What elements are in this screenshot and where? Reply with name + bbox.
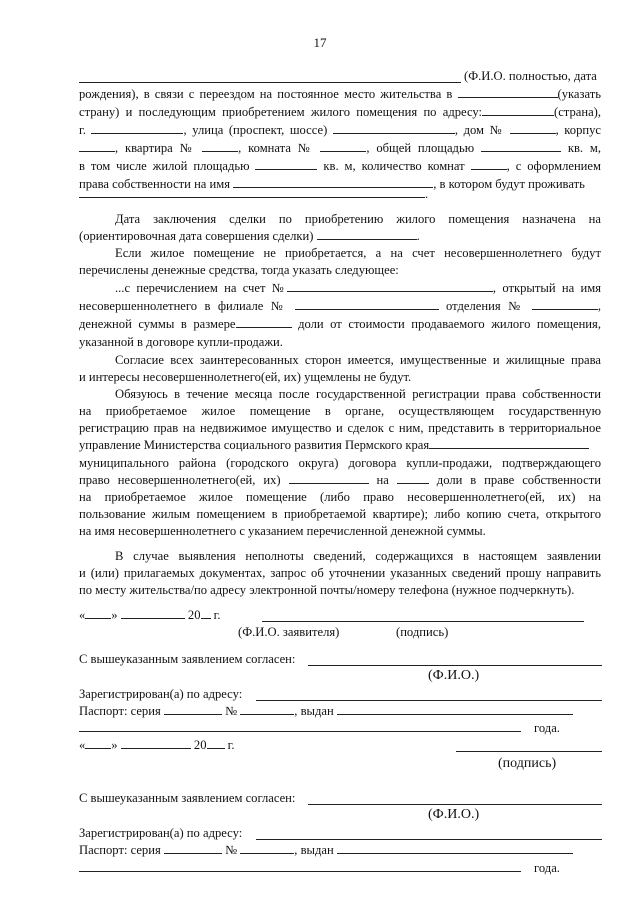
oblige-line-7: на приобретаемое жилое помещение (либо право несовершеннолетнего(ей, их) на [79, 490, 601, 504]
registered-label-2: Зарегистрирован(а) по адресу: [79, 826, 243, 840]
agree-date-1: « » 20 г. [79, 738, 235, 752]
transfer-line-5: денежной суммы в размере доли от стоимости продаваемого жилого помещения, [79, 317, 601, 331]
oblige-line-2: на приобретаемое жилое помещение в органе, осуществляющем государственную [79, 404, 601, 418]
passport-line-2: Паспорт: серия № , выдан [79, 842, 601, 858]
year-label-2: года. [534, 861, 560, 875]
intro-line-6: в том числе жилой площадью кв. м, количество комнат , с оформлением [79, 159, 601, 173]
oblige-line-8: пользование жилым помещением в приобретаемой квартире); либо копию счета, открытого [79, 507, 601, 521]
street-blank [333, 122, 455, 134]
registered-label-1: Зарегистрирован(а) по адресу: [79, 687, 243, 701]
agree-year-blank [207, 737, 225, 749]
passport-number-blank-2 [240, 842, 294, 854]
city-blank [91, 122, 183, 134]
transfer-line-1: Если жилое помещение не приобретается, а на счет несовершеннолетнего будут [115, 246, 601, 260]
agree-name-line-2 [308, 804, 602, 805]
consent-line-2: и интересы несовершеннолетнего(ей, их) ущемлены не будут. [79, 370, 412, 384]
passport-line-1: Паспорт: серия № , выдан [79, 703, 601, 719]
intro-line-5: , квартира № , комната № , общей площадью кв. м, [79, 140, 601, 156]
year-blank [201, 607, 211, 619]
account-blank [287, 280, 493, 292]
agree-name-line-1 [308, 665, 602, 666]
oblige-line-4: управление Министерства социального развития Пермского края [79, 437, 601, 453]
oblige-line-3: регистрацию прав на недвижимое имущество и сделок с ним, представить в территориальное [79, 421, 601, 435]
rooms-blank [471, 158, 507, 170]
room-blank [320, 140, 366, 152]
applicant-sign-caption: (подпись) [396, 625, 449, 639]
request-line-2: и (или) прилагаемых документах, запрос об уточнении указанных сведений прошу направить [79, 566, 601, 580]
issued-by-blank-2 [337, 842, 573, 854]
branch-blank [295, 298, 439, 310]
agree-day-blank [85, 737, 111, 749]
intro-line-4: г. , улица (проспект, шоссе) , дом № , корпус [79, 123, 601, 137]
department-blank [532, 298, 598, 310]
house-blank [510, 122, 556, 134]
fio-caption-2: (Ф.И.О.) [428, 807, 480, 822]
living-area-blank [255, 158, 317, 170]
address-line-2 [256, 839, 602, 840]
month-blank [121, 607, 185, 619]
flat-blank [202, 140, 238, 152]
applicant-sign-line [492, 621, 584, 622]
applicant-date: « » 20 г. [79, 608, 221, 622]
issued-line-2 [79, 871, 521, 872]
building-blank [79, 140, 115, 152]
transfer-line-2: перечислены денежные средства, тогда указать следующее: [79, 263, 399, 277]
owner-blank [233, 176, 433, 188]
agree-label-1: С вышеуказанным заявлением согласен: [79, 652, 296, 666]
oblige-line-5: муниципального района (городского округа) договора купли-продажи, подтверждающего [79, 456, 601, 470]
agree-month-blank [121, 737, 191, 749]
deal-date-blank [317, 228, 417, 240]
issued-by-blank-1 [337, 703, 573, 715]
fio-caption: (Ф.И.О. полностью, дата [464, 69, 597, 83]
transfer-line-4: несовершеннолетнего в филиале № отделения № , [79, 299, 601, 313]
intro-line-7: права собственности на имя , в котором будут проживать [79, 177, 585, 191]
intro-line-3: страну) и последующим приобретением жилого помещения по адресу: (страна), [79, 105, 601, 119]
issued-line-1 [79, 731, 521, 732]
oblige-line-6: право несовершеннолетнего(ей, их) на доли в праве собственности [79, 473, 601, 487]
applicant-name-line [262, 621, 492, 622]
deal-line-2: (ориентировочная дата совершения сделки) . [79, 229, 420, 243]
passport-series-blank-2 [164, 842, 222, 854]
passport-number-blank-1 [240, 703, 294, 715]
transfer-line-3: ...с перечислением на счет № , открытый на имя [115, 281, 601, 295]
transfer-line-6: указанной в договоре купли-продажи. [79, 335, 283, 349]
page-number: 17 [313, 35, 327, 50]
consent-line-1: Согласие всех заинтересованных сторон имеется, имущественные и жилищные права [115, 353, 601, 367]
day-blank [85, 607, 111, 619]
year-label-1: года. [534, 721, 560, 735]
agree-label-2: С вышеуказанным заявлением согласен: [79, 791, 296, 805]
country-blank [458, 86, 558, 98]
address-line-1 [256, 700, 602, 701]
fio-blank [79, 82, 461, 83]
agree-sign-line-1 [456, 751, 602, 752]
document-page: 17 (Ф.И.О. полностью, дата рождения), в связи с переездом на постоянное место жительства в (указать страну) и последующим приобретением жилого помещения по адресу: (страна), г. , улица (проспект, шоссе) , дом № , корпус , квартира № , комната № , общей площадью кв. м, в том числе жилой площадью кв. м, количество комнат , с оформлением права собственности на имя , в котором будут проживать . Дата заключения сделки по приобретению жилого помещения назначена на (ориентировочная дата совершения сделки) . Если жилое помещение не приобретается, а на счет несовершеннолетнего будут перечислены денежные средства, тогда указать следующее: ...с перечислением на счет № , открытый на имя несовершеннолетнего в филиале № отделения № , денежной суммы в размере доли от стоимости продаваемого жилого помещения, указанной в договоре купли-продажи. Согласие всех заинтересованных сторон имеется, имущественные и жилищные права и интересы несовершеннолетнего(ей, их) ущемлены не будут. Обязуюсь в течение месяца после государственной регистрации права собственности на приобретаемое жилое помещение в органе, осуществляющем государственную регистрацию прав на недвижимое имущество и сделок с ним, представить в территориальное управление Министерства социального развития Пермского края муниципального района (городского округа) договора купли-продажи, подтверждающего право несовершеннолетнего(ей, их) на доли в праве собственности на приобретаемое жилое помещение (либо право несовершеннолетнего(ей, их) на пользование жилым помещением в приобретаемой квартире); либо копию счета, открытого на имя несовершеннолетнего с указанием перечисленной денежной суммы. В случае выявления неполноты сведений, содержащихся в настоящем заявлении и (или) прилагаемых документах, запрос об уточнении указанных сведений прошу направить по месту жительства/по адресу электронной почты/номеру телефона (нужное подчеркнуть). « » 20 г. (Ф.И.О. заявителя) (подпись) С вышеуказанным заявлением согласен: (Ф.И.О.) Зарегистрирован(а) по адресу: Паспорт: серия № , выдан года. « » 20 г. (подпись) С вышеуказанным заявлением согласен: (Ф.И.О.) Зарегистрирован(а) по адресу: Паспорт: серия № , выдан года. [0, 0, 640, 905]
sign-caption-1: (подпись) [498, 756, 557, 771]
applicant-caption: (Ф.И.О. заявителя) [238, 625, 340, 639]
deal-line-1: Дата заключения сделки по приобретению жилого помещения назначена на [115, 212, 601, 226]
address-blank [482, 104, 554, 116]
territorial-office-blank [429, 437, 589, 449]
share-blank [397, 472, 429, 484]
oblige-line-9: на имя несовершеннолетнего с указанием перечисленной денежной суммы. [79, 524, 486, 538]
passport-series-blank-1 [164, 703, 222, 715]
area-blank [481, 140, 561, 152]
request-line-3: по месту жительства/по адресу электронной почты/номеру телефона (нужное подчеркнуть). [79, 583, 575, 597]
residents-blank [79, 197, 425, 198]
fio-caption-1: (Ф.И.О.) [428, 668, 480, 683]
minor-name-blank [289, 472, 369, 484]
request-line-1: В случае выявления неполноты сведений, содержащихся в настоящем заявлении [115, 549, 601, 563]
amount-blank [236, 316, 292, 328]
oblige-line-1: Обязуюсь в течение месяца после государственной регистрации права собственности [115, 387, 601, 401]
intro-line-2: рождения), в связи с переездом на постоянное место жительства в (указать [79, 87, 601, 101]
